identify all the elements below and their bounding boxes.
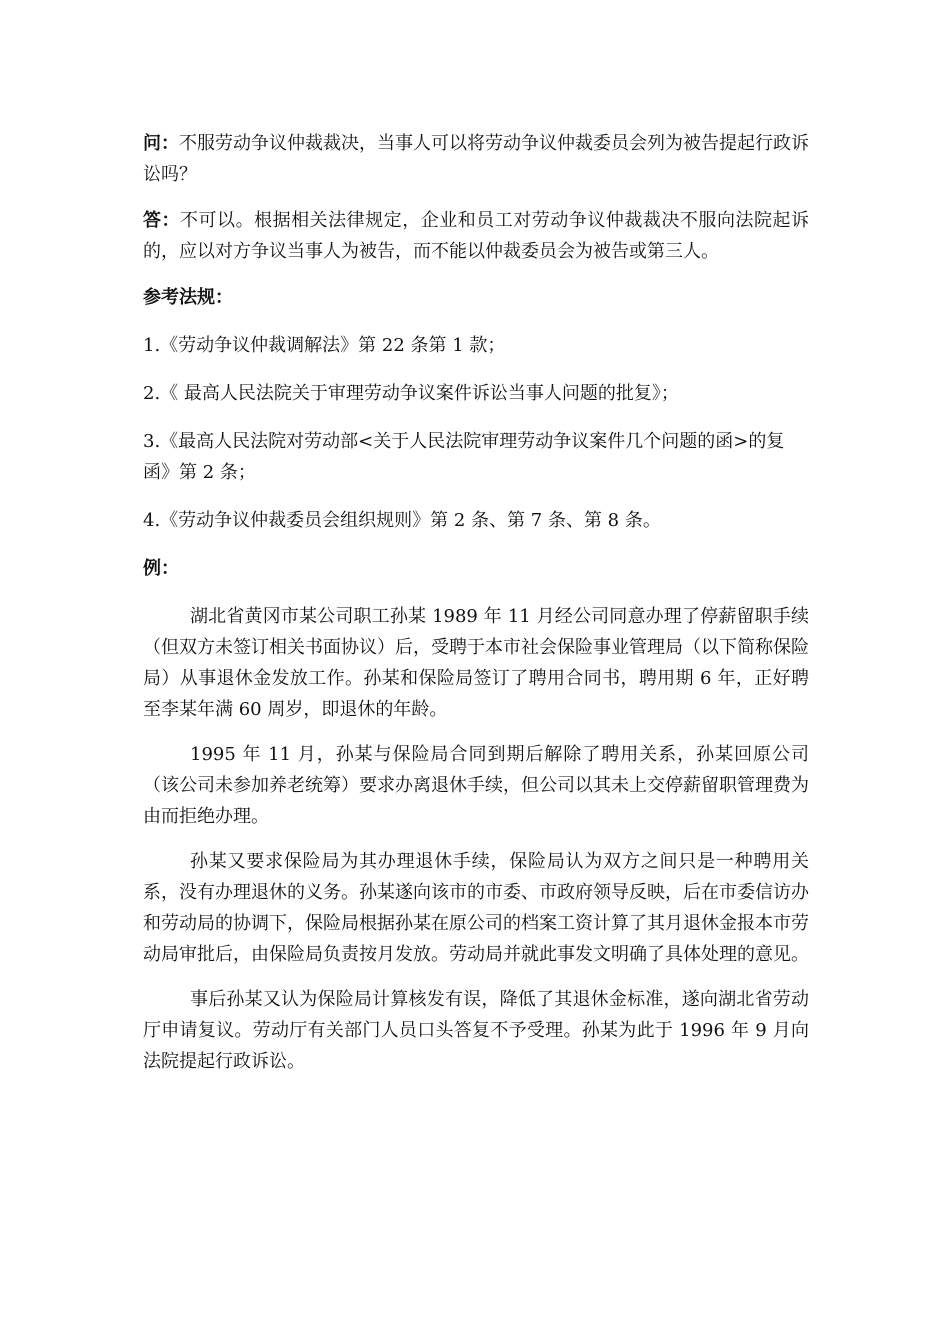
reference-item-1: 1.《劳动争议仲裁调解法》第 22 条第 1 款； [143,335,506,356]
question-paragraph [143,128,809,190]
answer-text: 不可以。根据相关法律规定，企业和员工对劳动争议仲裁裁决不服向法院起诉的，应以对方争议当事人为被告，而不能以仲裁委员会为被告或第三人。 [143,210,809,262]
reference-item-3: 3.《最高人民法院对劳动部<关于人民法院审理劳动争议案件几个问题的函>的复函》第 2 条； [143,431,785,483]
question-text: 不服劳动争议仲裁裁决，当事人可以将劳动争议仲裁委员会列为被告提起行政诉讼吗？ [143,133,809,185]
reference-item-2: 2.《 最高人民法院关于审理劳动争议案件诉讼当事人问题的批复》； [143,383,679,404]
example-paragraph-2: 1995 年 11 月，孙某与保险局合同到期后解除了聘用关系，孙某回原公司（该公司未参加养老统筹）要求办离退休手续，但公司以其未上交停薪留职管理费为由而拒绝办理。 [143,744,809,827]
document-page [143,128,809,1091]
answer-paragraph [143,205,809,267]
question-label: 问： [143,133,179,154]
answer-label: 答： [143,210,181,231]
references-heading: 参考法规： [143,287,233,308]
example-paragraph-1: 湖北省黄冈市某公司职工孙某 1989 年 11 月经公司同意办理了停薪留职手续（但双方未签订相关书面协议）后，受聘于本市社会保险事业管理局（以下简称保险局）从事退休金发放工作。孙某和保险局签订了聘用合同书，聘用期 6 年，正好聘至李某年满 60 周岁，即退休的年龄。 [143,606,809,720]
example-paragraph-3: 孙某又要求保险局为其办理退休手续，保险局认为双方之间只是一种聘用关系，没有办理退休的义务。孙某遂向该市的市委、市政府领导反映，后在市委信访办和劳动局的协调下，保险局根据孙某在原公司的档案工资计算了其月退休金报本市劳动局审批后，由保险局负责按月发放。劳动局并就此事发文明确了具体处理的意见。 [143,851,809,965]
example-heading: 例： [143,558,179,579]
reference-item-4: 4.《劳动争议仲裁委员会组织规则》第 2 条、第 7 条、第 8 条。 [143,510,661,531]
example-paragraph-4: 事后孙某又认为保险局计算核发有误，降低了其退休金标准，遂向湖北省劳动厅申请复议。劳动厅有关部门人员口头答复不予受理。孙某为此于 1996 年 9 月向法院提起行政诉讼。 [143,989,809,1072]
